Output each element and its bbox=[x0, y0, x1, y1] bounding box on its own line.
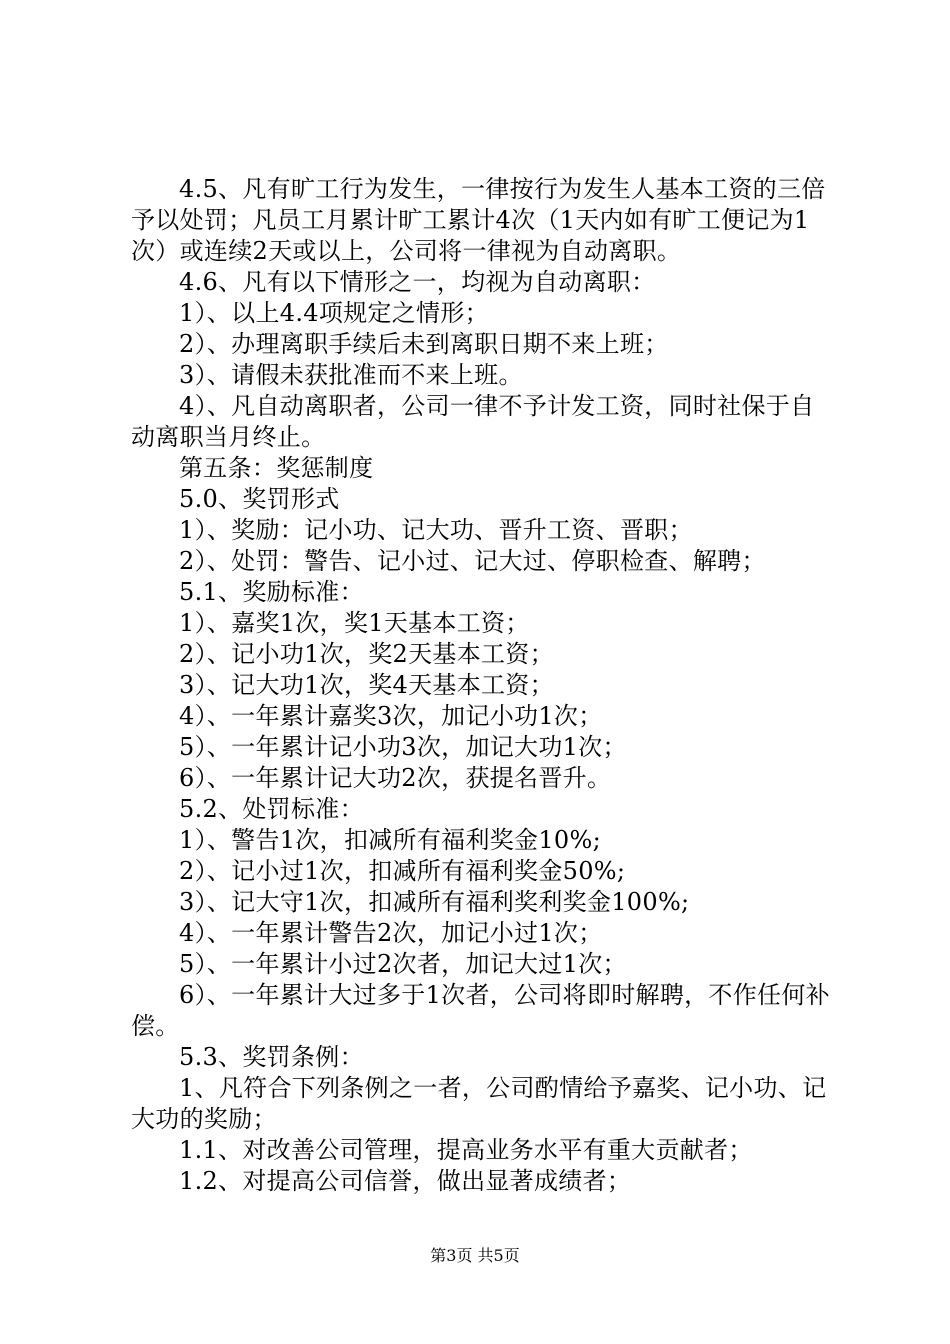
section-heading: 第五条：奖惩制度 bbox=[179, 454, 374, 482]
paragraph: 5）、一年累计小过2次者，加记大过1次； bbox=[179, 950, 627, 978]
paragraph: 1）、奖励：记小功、记大功、晋升工资、晋职； bbox=[179, 516, 693, 544]
paragraph: 4）、一年累计嘉奖3次，加记小功1次； bbox=[179, 702, 603, 730]
paragraph: 1）、警告1次，扣减所有福利奖金10%; bbox=[179, 826, 601, 854]
paragraph: 4.5、凡有旷工行为发生，一律按行为发生人基本工资的三倍予以处罚；凡员工月累计旷工累计4次（1天内如有旷工便记为1次）或连续2天或以上，公司将一律视为自动离职。 bbox=[131, 175, 826, 265]
paragraph: 5）、一年累计记小功3次，加记大功1次； bbox=[179, 733, 627, 761]
paragraph: 1.2、对提高公司信誉，做出显著成绩者； bbox=[179, 1167, 632, 1195]
paragraph: 1、凡符合下列条例之一者，公司酌情给予嘉奖、记小功、记大功的奖励； bbox=[131, 1074, 827, 1133]
paragraph: 2）、处罚：警告、记小过、记大过、停职检查、解聘； bbox=[179, 547, 766, 575]
document-body bbox=[131, 174, 831, 1197]
paragraph: 4.6、凡有以下情形之一，均视为自动离职： bbox=[179, 268, 656, 296]
paragraph: 1）、嘉奖1次，奖1天基本工资； bbox=[179, 609, 530, 637]
paragraph: 5.3、奖罚条例： bbox=[179, 1043, 364, 1071]
paragraph: 5.1、奖励标准： bbox=[179, 578, 364, 606]
paragraph: 4）、凡自动离职者，公司一律不予计发工资，同时社保于自动离职当月终止。 bbox=[131, 392, 815, 451]
paragraph: 1）、以上4.4项规定之情形； bbox=[179, 299, 489, 327]
paragraph: 5.0、奖罚形式 bbox=[179, 485, 340, 513]
paragraph: 5.2、处罚标准： bbox=[179, 795, 364, 823]
paragraph: 4）、一年累计警告2次，加记小过1次； bbox=[179, 919, 603, 947]
paragraph: 2）、记小功1次，奖2天基本工资； bbox=[179, 640, 554, 668]
page-number-footer: 第3页 共5页 bbox=[430, 1246, 520, 1265]
paragraph: 3）、记大守1次，扣减所有福利奖利奖金100%; bbox=[179, 888, 690, 916]
paragraph: 3）、记大功1次，奖4天基本工资； bbox=[179, 671, 554, 699]
paragraph: 3）、请假未获批准而不来上班。 bbox=[179, 361, 523, 389]
paragraph: 2）、办理离职手续后未到离职日期不来上班； bbox=[179, 330, 669, 358]
paragraph: 2）、记小过1次，扣减所有福利奖金50%; bbox=[179, 857, 626, 885]
paragraph: 1.1、对改善公司管理，提高业务水平有重大贡献者； bbox=[179, 1136, 753, 1164]
paragraph: 6）、一年累计大过多于1次者，公司将即时解聘，不作任何补偿。 bbox=[131, 981, 830, 1040]
paragraph: 6）、一年累计记大功2次，获提名晋升。 bbox=[179, 764, 612, 792]
